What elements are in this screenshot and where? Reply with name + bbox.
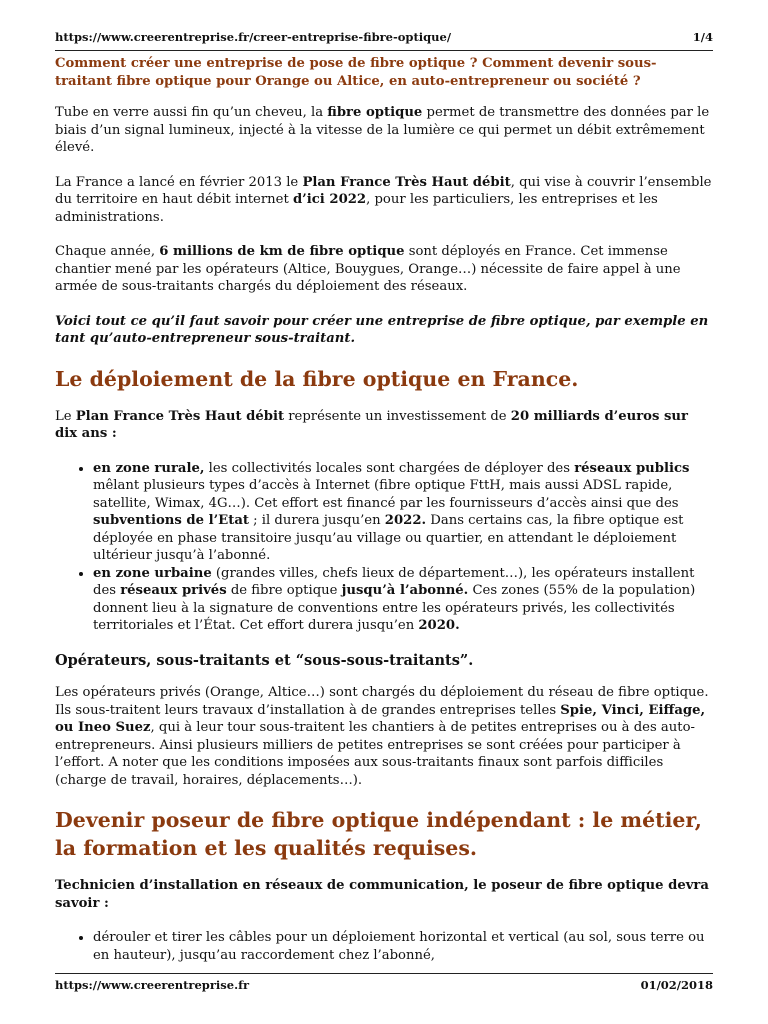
text: Chaque année, <box>55 244 160 259</box>
section-heading-become-installer: Devenir poseur de fibre optique indépendant : le métier, la formation et les qualités requises. <box>55 808 702 860</box>
text: ; il durera jusqu’en <box>248 513 385 528</box>
text-bold: 2022. <box>384 513 427 528</box>
page-header <box>55 28 713 51</box>
lead-question: Comment créer une entreprise de pose de fibre optique ? Comment devenir sous-traitant fibre optique pour Orange ou Altice, en auto-entrepreneur ou société ? <box>55 56 657 89</box>
text-bold: Plan France Très Haut débit <box>75 408 285 424</box>
text-bold: subventions de l’Etat <box>93 513 249 528</box>
text: mêlant plusieurs types d’accès à Internet (fibre optique FttH, mais aussi ADSL rapide, satellite, Wimax, 4G…). Cet effort est financé par les fournisseurs d’accès ainsi que des <box>93 478 679 511</box>
text: La France a lancé en février 2013 le <box>55 174 303 190</box>
text: , pour les particuliers, les entreprises et les administrations. <box>55 192 658 225</box>
text: Les opérateurs privés (Orange, Altice…) sont chargés du déploiement du réseau de fibre optique. Ils sous-traitent leurs travaux d’installation à de grandes entreprises telles <box>55 685 709 718</box>
text: (grandes villes, chefs lieux de département…), les opérateurs installent des <box>93 565 695 598</box>
text-bold: jusqu’à l’abonné. <box>341 583 469 598</box>
text: , qui vise à couvrir l’ensemble du territoire en haut débit internet <box>55 174 712 207</box>
article-content <box>55 55 713 981</box>
section-heading-deployment: Le déploiement de la fibre optique en France. <box>55 366 579 391</box>
text-bold: d’ici 2022 <box>292 192 367 207</box>
paragraph-annual <box>55 243 713 296</box>
text: , qui à leur tour sous-traitent les chantiers à de petites entreprises ou à des auto-entrepreneurs. Ainsi plusieurs milliers de petites entreprises se sont créées pour participer à l’effort. A noter que les conditions imposées aux sous-traitants finaux sont parfois difficiles (charge de travail, horaires, déplacements…). <box>55 720 695 788</box>
text-bold: 2020. <box>418 618 460 633</box>
list-item: • dérouler et tirer les câbles pour un déploiement horizontal et vertical (au sol, sous terre ou en hauteur), jusqu’au raccordement chez l’abonné, <box>93 929 713 964</box>
text-bold: 20 milliards d’euros sur dix ans : <box>55 408 688 441</box>
paragraph-technician: Technicien d’installation en réseaux de communication, le poseur de fibre optique devra savoir : <box>55 878 709 911</box>
paragraph-intro <box>55 104 713 157</box>
text: permet de transmettre des données par le biais d’un signal lumineux, injecté à la vitesse de la lumière ce qui permet un débit extrêmement élevé. <box>55 105 710 155</box>
text-bold: réseaux privés <box>120 583 227 598</box>
paragraph-investment <box>55 408 713 443</box>
skills-list <box>55 929 713 964</box>
text-bold: fibre optique <box>327 105 423 120</box>
footer-date: 01/02/2018 <box>640 978 713 992</box>
text-bold: Plan France Très Haut débit <box>302 174 511 190</box>
paragraph-plan <box>55 174 713 227</box>
text: Dans certains cas, la fibre optique est déployée en phase transitoire jusqu’au village ou quartier, en attendant le déploiement ultérieur jusqu’à l’abonné. <box>93 513 684 563</box>
text-bold: en zone rurale, <box>93 460 205 476</box>
text: Tube en verre aussi fin qu’un cheveu, la <box>55 105 328 120</box>
text-bold: Spie, Vinci, Eiffage, ou Ineo Suez <box>55 702 706 735</box>
text-bold: en zone urbaine <box>93 565 212 581</box>
header-url: https://www.creerentreprise.fr/creer-entreprise-fibre-optique/ <box>55 30 452 44</box>
document-page <box>55 0 713 1024</box>
text: sont déployés en France. Cet immense chantier mené par les opérateurs (Altice, Bouygues, Orange…) nécessite de faire appel à une armée de sous-traitants chargés du déploiement des réseaux. <box>55 244 681 294</box>
text-bold: 6 millions de km de fibre optique <box>159 244 405 259</box>
paragraph-operators <box>55 684 713 789</box>
list-item <box>93 460 713 565</box>
list-item <box>93 565 713 635</box>
page-footer <box>55 973 713 994</box>
zones-list <box>55 460 713 635</box>
text-bold: réseaux publics <box>574 460 690 476</box>
text: de fibre optique <box>226 583 342 598</box>
footer-url: https://www.creerentreprise.fr <box>55 978 250 992</box>
subheading-operators: Opérateurs, sous-traitants et “sous-sous-traitants”. <box>55 651 474 669</box>
text: représente un investissement de <box>284 408 511 424</box>
text: les collectivités locales sont chargées de déployer des <box>204 460 575 476</box>
paragraph-summary: Voici tout ce qu’il faut savoir pour créer une entreprise de fibre optique, par exemple en tant qu’auto-entrepreneur sous-traitant. <box>55 313 709 346</box>
header-page-number: 1/4 <box>692 30 713 44</box>
text: Ces zones (55% de la population) donnent lieu à la signature de conventions entre les opérateurs privés, les collectivités territoriales et l’État. Cet effort durera jusqu’en <box>93 583 696 633</box>
text: Le <box>55 408 76 424</box>
